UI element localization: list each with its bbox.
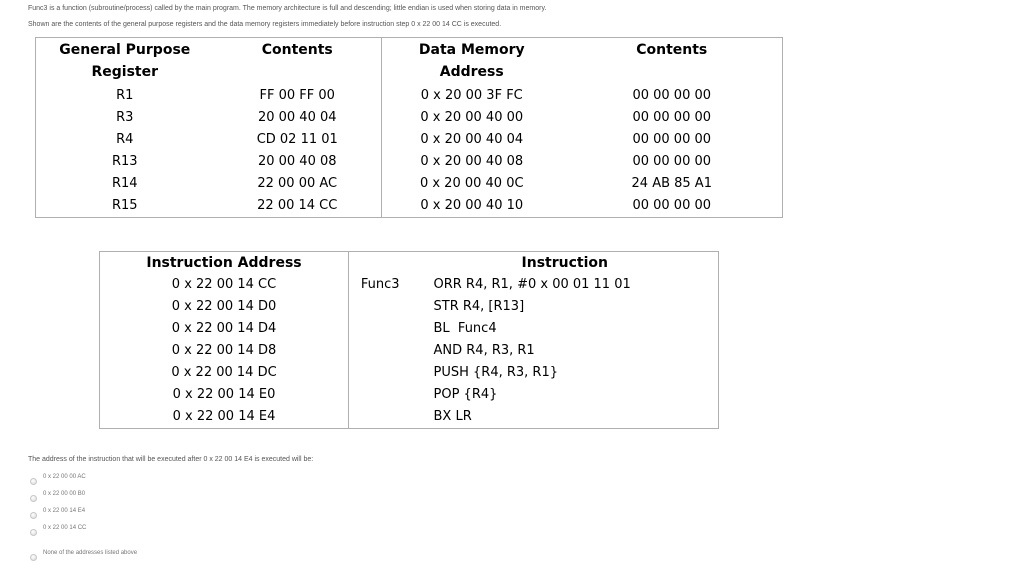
option-label: 0 x 22 00 14 E4 [43, 507, 86, 514]
instruction-label [349, 362, 412, 384]
radio-button[interactable] [30, 478, 37, 485]
instruction-text: BX LR [433, 409, 472, 424]
table-row [36, 85, 783, 107]
memory-contents: 00 00 00 00 [632, 198, 712, 213]
register-contents: FF 00 FF 00 [214, 85, 382, 107]
register-name: R13 [111, 154, 138, 169]
gp-register-header: General Purpose Register [59, 42, 191, 80]
instruction-label [349, 296, 412, 318]
instruction-text: ORR R4, R1, #0 x 00 01 11 01 [433, 277, 631, 292]
register-contents: 20 00 40 08 [214, 151, 382, 173]
instruction-label [349, 318, 412, 340]
memory-contents: 00 00 00 00 [632, 110, 712, 125]
instruction-address: 0 x 22 00 14 E0 [100, 384, 349, 406]
memory-address: 0 x 20 00 40 0C [419, 176, 524, 191]
register-name: R15 [111, 198, 138, 213]
table-row [100, 296, 719, 318]
instruction-address: 0 x 22 00 14 D8 [100, 340, 349, 362]
instruction-address: 0 x 22 00 14 DC [100, 362, 349, 384]
memory-contents: 00 00 00 00 [632, 132, 712, 147]
table-row [100, 406, 719, 429]
instruction-text: POP {R4} [433, 387, 498, 402]
memory-contents: 00 00 00 00 [632, 88, 712, 103]
register-contents: 22 00 14 CC [214, 195, 382, 218]
instruction-table [99, 251, 719, 429]
register-contents: 20 00 40 04 [214, 107, 382, 129]
register-memory-table [35, 37, 783, 218]
option-label: None of the addresses listed above [43, 549, 138, 556]
instruction-address: 0 x 22 00 14 D0 [100, 296, 349, 318]
table-row [36, 151, 783, 173]
register-name: R1 [116, 88, 134, 103]
instruction-label [349, 406, 412, 429]
memory-address: 0 x 20 00 40 08 [420, 154, 524, 169]
instruction-text: PUSH {R4, R3, R1} [433, 365, 558, 380]
memory-address: 0 x 20 00 40 00 [420, 110, 524, 125]
memory-contents: 24 AB 85 A1 [631, 176, 712, 191]
gp-contents-header: Contents [214, 38, 382, 86]
answer-option-1[interactable] [30, 472, 86, 485]
instruction-label [349, 340, 412, 362]
instruction-text: AND R4, R3, R1 [433, 343, 535, 358]
register-table-header [36, 38, 783, 86]
table-row [100, 384, 719, 406]
instruction-text: BL Func4 [433, 321, 497, 336]
intro-line-2: Shown are the contents of the general purpose registers and the data memory registers immediately before instruction step 0 x 22 00 14 CC is executed. [28, 21, 502, 28]
instruction-label: Func3 [360, 277, 400, 292]
register-name: R4 [116, 132, 134, 147]
radio-button[interactable] [30, 554, 37, 561]
mem-address-header: Data Memory Address [418, 42, 525, 80]
instruction-address: 0 x 22 00 14 D4 [100, 318, 349, 340]
answer-option-5[interactable] [30, 548, 137, 561]
radio-button[interactable] [30, 495, 37, 502]
table-row [36, 107, 783, 129]
instruction-header: Instruction [521, 255, 608, 271]
memory-address: 0 x 20 00 3F FC [420, 88, 523, 103]
register-name: R14 [111, 176, 138, 191]
memory-address: 0 x 20 00 40 04 [420, 132, 524, 147]
table-row [36, 173, 783, 195]
instruction-table-header [100, 252, 719, 275]
memory-contents: 00 00 00 00 [632, 154, 712, 169]
label-header [349, 252, 412, 275]
instruction-text: STR R4, [R13] [433, 299, 525, 314]
table-row [36, 195, 783, 218]
instruction-address-header: Instruction Address [100, 252, 349, 275]
instruction-address: 0 x 22 00 14 E4 [100, 406, 349, 429]
option-label: 0 x 22 00 00 B0 [43, 490, 86, 497]
intro-line-1: Func3 is a function (subroutine/process) called by the main program. The memory architecture is full and descending; little endian is used when storing data in memory. [28, 5, 547, 12]
mem-contents-header: Contents [636, 42, 708, 58]
option-label: 0 x 22 00 14 CC [43, 524, 87, 531]
memory-address: 0 x 20 00 40 10 [420, 198, 524, 213]
answer-option-2[interactable] [30, 489, 85, 502]
answer-option-3[interactable] [30, 506, 85, 519]
question-text: The address of the instruction that will be executed after 0 x 22 00 14 E4 is executed will be: [28, 456, 314, 463]
option-label: 0 x 22 00 00 AC [43, 473, 86, 480]
table-row [100, 274, 719, 296]
table-row [100, 340, 719, 362]
instruction-label [349, 384, 412, 406]
radio-button[interactable] [30, 529, 37, 536]
table-row [100, 318, 719, 340]
answer-option-4[interactable] [30, 523, 86, 536]
register-name: R3 [116, 110, 134, 125]
radio-button[interactable] [30, 512, 37, 519]
table-row [36, 129, 783, 151]
instruction-address: 0 x 22 00 14 CC [100, 274, 349, 296]
table-row [100, 362, 719, 384]
register-contents: CD 02 11 01 [214, 129, 382, 151]
register-contents: 22 00 00 AC [214, 173, 382, 195]
